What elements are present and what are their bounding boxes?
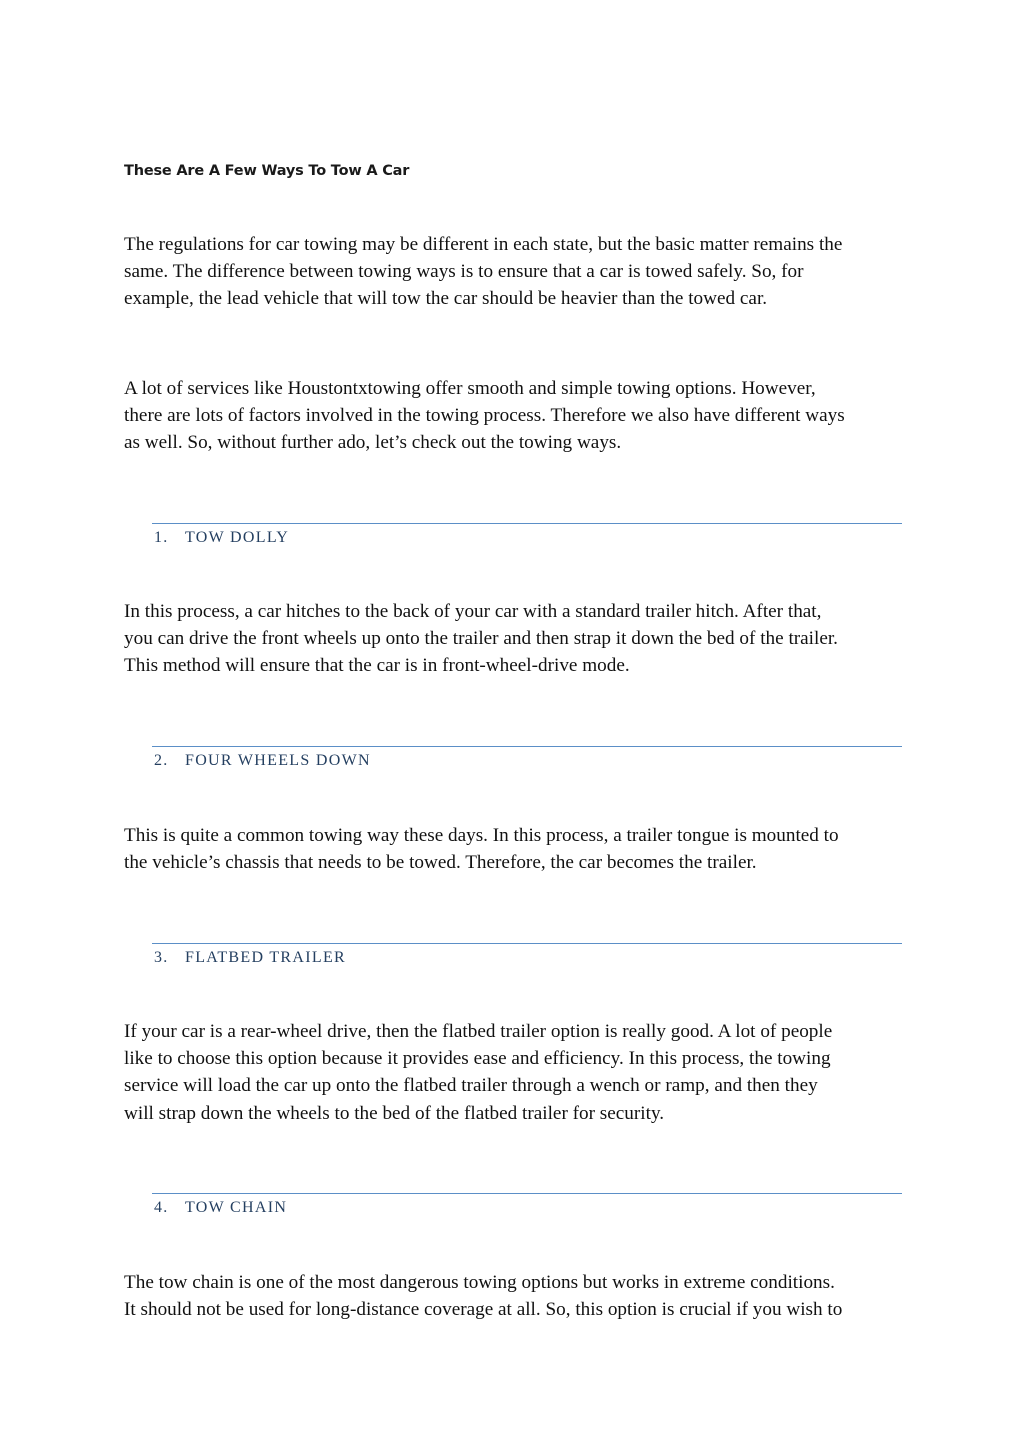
section-number: 2.	[154, 752, 169, 769]
paragraph-line: service will load the car up onto the flatbed trailer through a wench or ramp, and then they	[124, 1075, 818, 1097]
paragraph-line: It should not be used for long-distance coverage at all. So, this option is crucial if you wish to	[124, 1299, 843, 1321]
paragraph-line: like to choose this option because it provides ease and efficiency. In this process, the towing	[124, 1048, 831, 1070]
paragraph-line: will strap down the wheels to the bed of the flatbed trailer for security.	[124, 1102, 665, 1124]
section-paragraph-flatbed-trailer	[124, 1018, 914, 1127]
section-number: 1.	[154, 529, 169, 546]
paragraph-line: the vehicle’s chassis that needs to be towed. Therefore, the car becomes the trailer.	[124, 852, 757, 874]
section-title: FOUR WHEELS DOWN	[185, 752, 371, 769]
section-paragraph-four-wheels-down	[124, 822, 914, 876]
section-number: 4.	[154, 1199, 169, 1216]
paragraph-line: as well. So, without further ado, let’s check out the towing ways.	[124, 432, 622, 454]
paragraph-line: If your car is a rear-wheel drive, then the flatbed trailer option is really good. A lot of people	[124, 1021, 833, 1042]
paragraph-line: This method will ensure that the car is in front-wheel-drive mode.	[124, 655, 630, 677]
document-title: These Are A Few Ways To Tow A Car	[124, 163, 410, 179]
paragraph-line: In this process, a car hitches to the back of your car with a standard trailer hitch. After that,	[124, 601, 822, 622]
paragraph-line: The regulations for car towing may be different in each state, but the basic matter remains the	[124, 234, 843, 255]
paragraph-line: there are lots of factors involved in the towing process. Therefore we also have different ways	[124, 405, 845, 427]
section-heading-tow-chain	[152, 1193, 902, 1217]
paragraph-line: This is quite a common towing way these days. In this process, a trailer tongue is mounted to	[124, 825, 839, 846]
paragraph-line: The tow chain is one of the most dangerous towing options but works in extreme conditions.	[124, 1272, 835, 1293]
section-title: TOW DOLLY	[185, 529, 290, 546]
section-title: TOW CHAIN	[185, 1199, 288, 1216]
section-number: 3.	[154, 949, 169, 966]
paragraph-line: example, the lead vehicle that will tow the car should be heavier than the towed car.	[124, 288, 768, 310]
intro-paragraph-2	[124, 375, 914, 457]
paragraph-line: A lot of services like Houstontxtowing offer smooth and simple towing options. However,	[124, 378, 816, 399]
section-heading-flatbed-trailer	[152, 943, 902, 967]
paragraph-line: same. The difference between towing ways is to ensure that a car is towed safely. So, for	[124, 261, 804, 283]
section-paragraph-tow-chain	[124, 1269, 914, 1323]
section-title: FLATBED TRAILER	[185, 949, 346, 966]
section-paragraph-tow-dolly	[124, 598, 914, 680]
paragraph-line: you can drive the front wheels up onto the trailer and then strap it down the bed of the trailer.	[124, 628, 838, 650]
section-heading-four-wheels-down	[152, 746, 902, 770]
section-heading-tow-dolly	[152, 523, 902, 547]
intro-paragraph-1	[124, 231, 914, 313]
